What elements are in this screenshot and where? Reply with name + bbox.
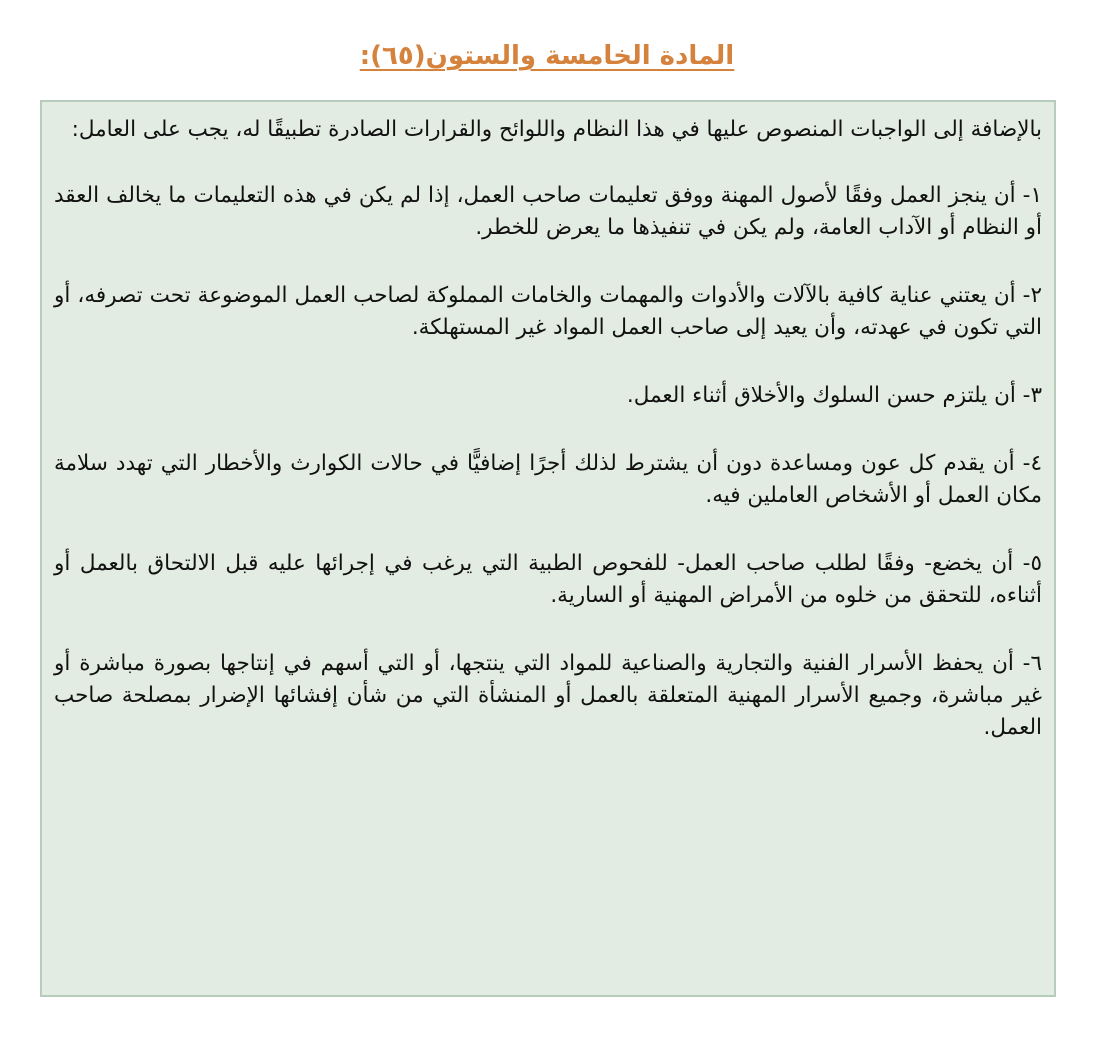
article-title [0,38,1094,74]
duty-item-5: ٥- أن يخضع- وفقًا لطلب صاحب العمل- للفحوص الطبية التي يرغب في إجرائها عليه قبل الالتحاق بالعمل أو أثناءه، للتحقق من خلوه من الأمراض المهنية أو السارية. [54,551,1042,608]
duty-item-6: ٦- أن يحفظ الأسرار الفنية والتجارية والصناعية للمواد التي ينتجها، أو التي أسهم في إنتاجها بصورة مباشرة أو غير مباشرة، وجميع الأسرار المهنية المتعلقة بالعمل أو المنشأة التي من شأن إفشائها الإضرار بمصلحة صاحب العمل. [54,651,1042,740]
duty-item-4: ٤- أن يقدم كل عون ومساعدة دون أن يشترط لذلك أجرًا إضافيًّا في حالات الكوارث والأخطار التي تهدد سلامة مكان العمل أو الأشخاص العاملين فيه. [54,451,1042,508]
duty-item-3: ٣- أن يلتزم حسن السلوك والأخلاق أثناء العمل. [626,383,1042,408]
article-body-box [40,100,1056,997]
duty-item-1: ١- أن ينجز العمل وفقًا لأصول المهنة ووفق تعليمات صاحب العمل، إذا لم يكن في هذه التعليمات ما يخالف العقد أو النظام أو الآداب العامة، ولم يكن في تنفيذها ما يعرض للخطر. [54,183,1042,240]
duty-item-2: ٢- أن يعتني عناية كافية بالآلات والأدوات والمهمات والخامات المملوكة لصاحب العمل الموضوعة تحت تصرفه، أو التي تكون في عهدته، وأن يعيد إلى صاحب العمل المواد غير المستهلكة. [54,283,1042,340]
article-title-text: المادة الخامسة والستون(٦٥): [359,41,735,71]
article-intro: بالإضافة إلى الواجبات المنصوص عليها في هذا النظام واللوائح والقرارات الصادرة تطبيقًا له، يجب على العامل: [71,117,1042,142]
